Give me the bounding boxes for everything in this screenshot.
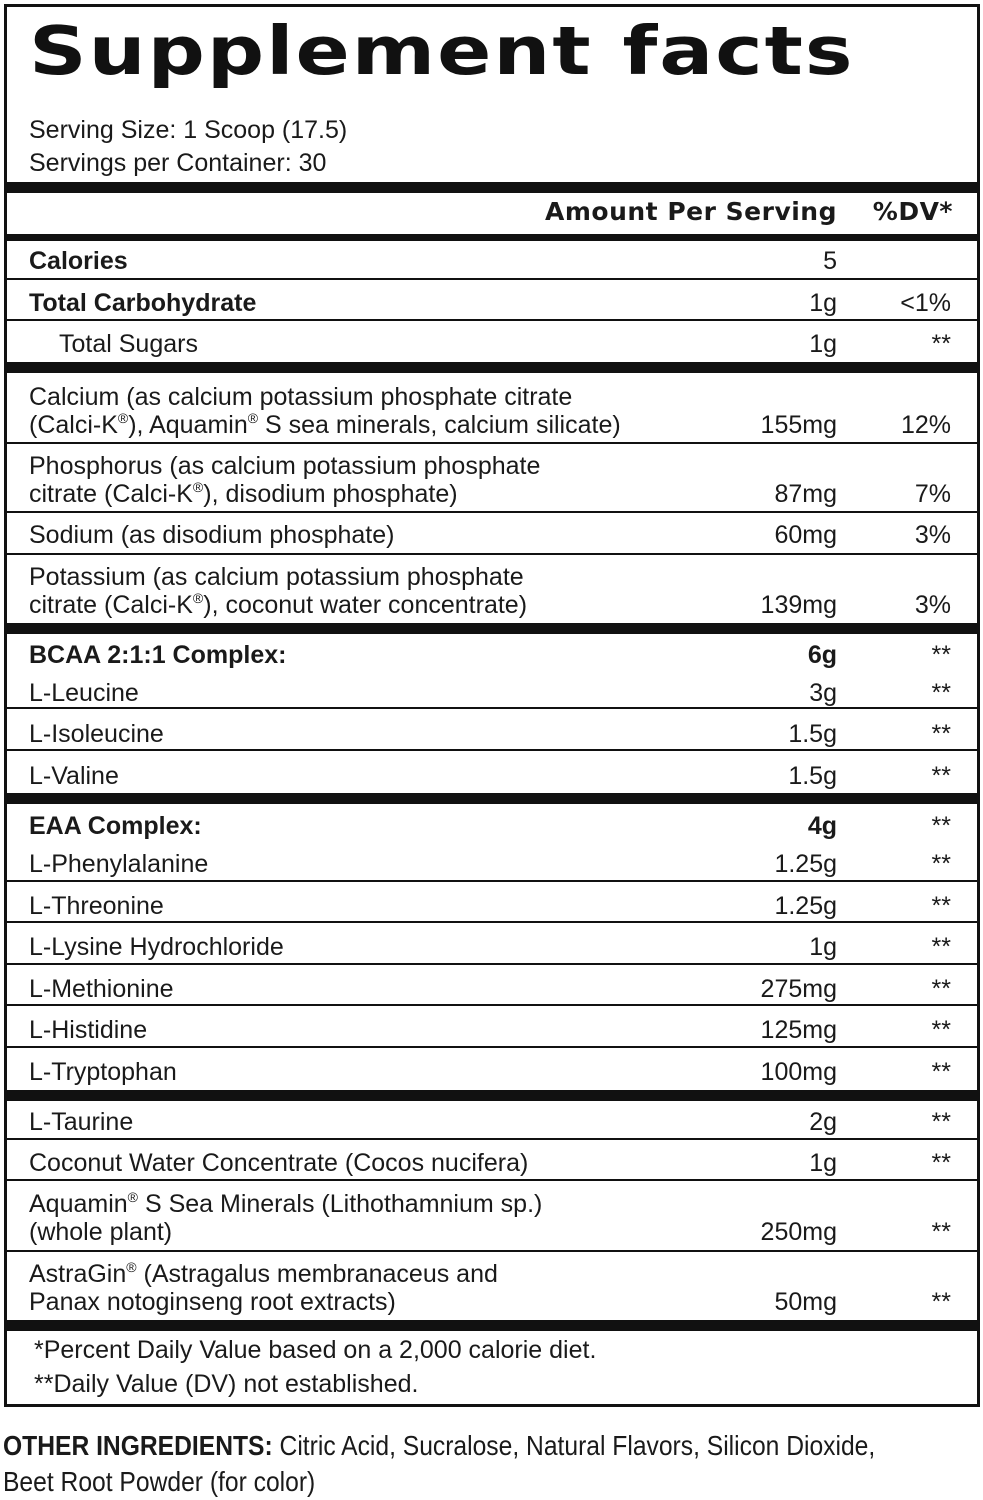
nutrient-name-line2: (Calci-K®), Aquamin® S sea minerals, calcium silicate): [29, 410, 621, 439]
divider-thick: [7, 793, 977, 804]
footnote-daily-value: *Percent Daily Value based on a 2,000 calorie diet.: [34, 1336, 597, 1364]
nutrient-amount: 1g: [809, 933, 837, 961]
divider-thin: [7, 511, 977, 513]
nutrient-dv: **: [931, 330, 951, 358]
nutrient-dv: **: [931, 679, 951, 707]
divider-thin: [7, 880, 977, 882]
nutrient-amount: 125mg: [760, 1016, 837, 1044]
nutrient-amount: 1g: [809, 1149, 837, 1177]
nutrient-name-line1: Aquamin® S Sea Minerals (Lithothamnium sp.): [29, 1189, 543, 1218]
nutrient-dv: **: [931, 762, 951, 790]
divider-thin: [7, 278, 977, 280]
divider-medium: [7, 234, 977, 241]
nutrient-name: L-Threonine: [29, 892, 164, 920]
nutrient-name: L-Valine: [29, 762, 119, 790]
nutrient-name: L-Methionine: [29, 975, 174, 1003]
nutrient-name-line1: Phosphorus (as calcium potassium phosphate: [29, 452, 541, 480]
other-ingredients-text: Citric Acid, Sucralose, Natural Flavors, Silicon Dioxide,: [272, 1430, 876, 1461]
servings-per-container: Servings per Container: 30: [29, 149, 327, 177]
header-amount-per-serving: Amount Per Serving: [545, 197, 837, 226]
nutrient-amount: 1.25g: [774, 850, 837, 878]
divider-thick: [7, 362, 977, 373]
divider-thin: [7, 921, 977, 923]
divider-thin: [7, 749, 977, 751]
nutrient-dv: 3%: [914, 591, 951, 619]
nutrient-amount: 4g: [807, 812, 837, 840]
nutrient-dv: **: [931, 812, 951, 840]
nutrient-dv: **: [931, 975, 951, 1003]
other-ingredients-line2: Beet Root Powder (for color): [3, 1466, 316, 1497]
nutrient-dv: **: [931, 1016, 951, 1044]
nutrient-dv: 3%: [914, 521, 951, 549]
nutrient-amount: 6g: [807, 641, 837, 669]
divider-thin: [7, 319, 977, 321]
divider-thin: [7, 1138, 977, 1140]
supplement-facts-panel: [4, 4, 980, 1407]
nutrient-name: Total Sugars: [59, 330, 198, 358]
other-ingredients-line1: [3, 1428, 876, 1464]
nutrient-name: L-Lysine Hydrochloride: [29, 933, 284, 961]
nutrient-dv: **: [931, 1108, 951, 1136]
other-ingredients-label: OTHER INGREDIENTS:: [3, 1430, 273, 1461]
nutrient-dv: **: [931, 641, 951, 669]
nutrient-dv: <1%: [900, 289, 951, 317]
nutrient-amount: 87mg: [774, 480, 837, 508]
nutrient-name: L-Isoleucine: [29, 720, 164, 748]
nutrient-name-line2: citrate (Calci-K®), coconut water concentrate): [29, 590, 528, 619]
nutrient-amount: 250mg: [760, 1218, 837, 1246]
nutrient-amount: 1.5g: [788, 762, 837, 790]
nutrient-name-line1: AstraGin® (Astragalus membranaceus and: [29, 1259, 498, 1288]
nutrient-amount: 1g: [809, 289, 837, 317]
divider-thin: [7, 707, 977, 709]
nutrient-amount: 1.25g: [774, 892, 837, 920]
nutrient-amount: 60mg: [774, 521, 837, 549]
nutrient-dv: **: [931, 1058, 951, 1086]
nutrient-amount: 1.5g: [788, 720, 837, 748]
nutrient-name-line1: Potassium (as calcium potassium phosphate: [29, 563, 524, 591]
nutrient-amount: 50mg: [774, 1288, 837, 1316]
footnote-not-established: **Daily Value (DV) not established.: [34, 1370, 419, 1398]
nutrient-amount: 2g: [809, 1108, 837, 1136]
nutrient-name: Coconut Water Concentrate (Cocos nucifera): [29, 1149, 529, 1177]
divider-thin: [7, 1004, 977, 1006]
divider-thick: [7, 623, 977, 634]
nutrient-name: BCAA 2:1:1 Complex:: [29, 641, 287, 669]
nutrient-amount: 1g: [809, 330, 837, 358]
nutrient-name-line2: (whole plant): [29, 1218, 173, 1246]
nutrient-amount: 5: [823, 247, 837, 275]
divider-thin: [7, 963, 977, 965]
divider-thin: [7, 1046, 977, 1048]
nutrient-dv: **: [931, 933, 951, 961]
nutrient-dv: **: [931, 1218, 951, 1246]
nutrient-amount: 100mg: [760, 1058, 837, 1086]
panel-title: Supplement facts: [29, 11, 855, 90]
divider-thin: [7, 1250, 977, 1252]
nutrient-name: L-Taurine: [29, 1108, 134, 1136]
nutrient-amount: 155mg: [760, 411, 837, 439]
nutrient-name: Sodium (as disodium phosphate): [29, 521, 395, 549]
header-daily-value: %DV*: [872, 197, 953, 226]
nutrient-name: L-Tryptophan: [29, 1058, 177, 1086]
nutrient-dv: **: [931, 720, 951, 748]
divider-thick: [7, 1090, 977, 1101]
nutrient-amount: 139mg: [760, 591, 837, 619]
nutrient-amount: 275mg: [760, 975, 837, 1003]
divider-thin: [7, 553, 977, 555]
nutrient-dv: **: [931, 1288, 951, 1316]
divider-thick: [7, 182, 977, 193]
nutrient-name-line2: Panax notoginseng root extracts): [29, 1288, 396, 1316]
divider-thick: [7, 1320, 977, 1331]
nutrient-name: Total Carbohydrate: [29, 289, 257, 317]
nutrient-dv: **: [931, 850, 951, 878]
nutrient-name: L-Phenylalanine: [29, 850, 209, 878]
divider-thin: [7, 442, 977, 444]
serving-size: Serving Size: 1 Scoop (17.5): [29, 116, 348, 144]
nutrient-amount: 3g: [809, 679, 837, 707]
nutrient-name: Calories: [29, 247, 128, 275]
nutrient-dv: 12%: [900, 411, 951, 439]
nutrient-dv: 7%: [914, 480, 951, 508]
nutrient-name: L-Leucine: [29, 679, 139, 707]
other-ingredients: [3, 1428, 876, 1500]
nutrient-dv: **: [931, 1149, 951, 1177]
nutrient-name-line2: citrate (Calci-K®), disodium phosphate): [29, 479, 458, 508]
nutrient-name-line1: Calcium (as calcium potassium phosphate citrate: [29, 383, 573, 411]
nutrient-dv: **: [931, 892, 951, 920]
nutrient-name: EAA Complex:: [29, 812, 202, 840]
nutrient-name: L-Histidine: [29, 1016, 148, 1044]
divider-thin: [7, 1179, 977, 1181]
